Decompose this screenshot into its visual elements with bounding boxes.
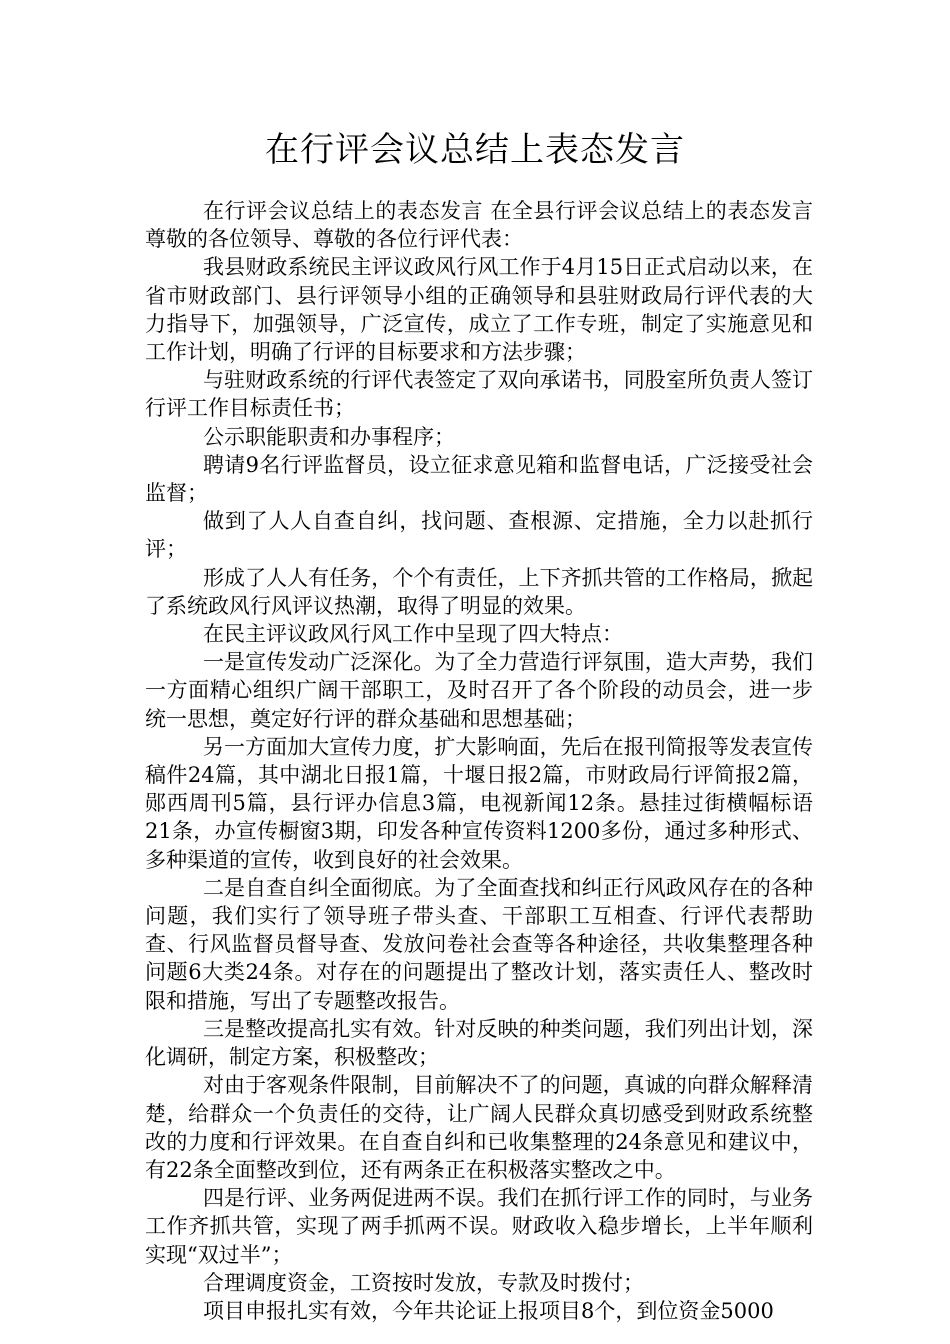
paragraph: 二是自查自纠全面彻底。为了全面查找和纠正行风政风存在的各种问题，我们实行了领导班子带头查、干部职工互相查、行评代表帮助查、行风监督员督导查、发放问卷社会查等各种途径，共收集整理各种问题6大类24条。对存在的问题提出了整改计划，落实责任人、整改时限和措施，写出了专题整改报告。 <box>145 875 813 1013</box>
paragraph: 在民主评议政风行风工作中呈现了四大特点： <box>203 622 623 647</box>
paragraph: 在行评会议总结上的表态发言 在全县行评会议总结上的表态发言 尊敬的各位领导、尊敬的各位行评代表： <box>145 199 813 252</box>
document-title: 在行评会议总结上表态发言 <box>265 130 685 170</box>
paragraph: 三是整改提高扎实有效。针对反映的种类问题，我们列出计划，深化调研，制定方案，积极整改； <box>145 1016 813 1070</box>
paragraph: 做到了人人自查自纠，找问题、查根源、定措施，全力以赴抓行评； <box>145 509 813 562</box>
paragraph: 公示职能职责和办事程序； <box>203 424 455 449</box>
paragraph: 我县财政系统民主评议政风行风工作于4月15日正式启动以来，在省市财政部门、县行评领导小组的正确领导和县驻财政局行评代表的大力指导下，加强领导，广泛宣传，成立了工作专班，制定了实施意见和工作计划，明确了行评的目标要求和方法步骤； <box>145 255 813 365</box>
paragraph: 聘请9名行评监督员，设立征求意见箱和监督电话，广泛接受社会监督； <box>145 452 813 506</box>
paragraph: 一是宣传发动广泛深化。为了全力营造行评氛围，造大声势，我们一方面精心组织广阔干部职工，及时召开了各个阶段的动员会，进一步统一思想，奠定好行评的群众基础和思想基础； <box>145 650 813 731</box>
paragraph: 与驻财政系统的行评代表签定了双向承诺书，同股室所负责人签订行评工作目标责任书； <box>145 368 813 421</box>
paragraph: 对由于客观条件限制，目前解决不了的问题，真诚的向群众解释清楚，给群众一个负责任的交待，让广阔人民群众真切感受到财政系统整改的力度和行评效果。在自查自纠和已收集整理的24条意见和建议中，有22条全面整改到位，还有两条正在积极落实整改之中。 <box>145 1073 813 1182</box>
paragraph: 合理调度资金，工资按时发放，专款及时拨付； <box>203 1270 644 1295</box>
paragraph: 项目申报扎实有效，今年共论证上报项目8个，到位资金5000 <box>203 1298 774 1323</box>
paragraph: 形成了人人有任务，个个有责任，上下齐抓共管的工作格局，掀起了系统政风行风评议热潮，取得了明显的效果。 <box>145 565 813 618</box>
document-body <box>145 197 813 1323</box>
paragraph: 四是行评、业务两促进两不误。我们在抓行评工作的同时，与业务工作齐抓共管，实现了两手抓两不误。财政收入稳步增长，上半年顺利实现“双过半”； <box>145 1186 813 1267</box>
paragraph: 另一方面加大宣传力度，扩大影响面，先后在报刊简报等发表宣传稿件24篇，其中湖北日报1篇，十堰日报2篇，市财政局行评简报2篇，郧西周刊5篇，县行评办信息3篇，电视新闻12条。悬挂过街横幅标语21条，办宣传橱窗3期，印发各种宣传资料1200多份，通过多种形式、多种渠道的宣传，收到良好的社会效果。 <box>145 734 813 872</box>
